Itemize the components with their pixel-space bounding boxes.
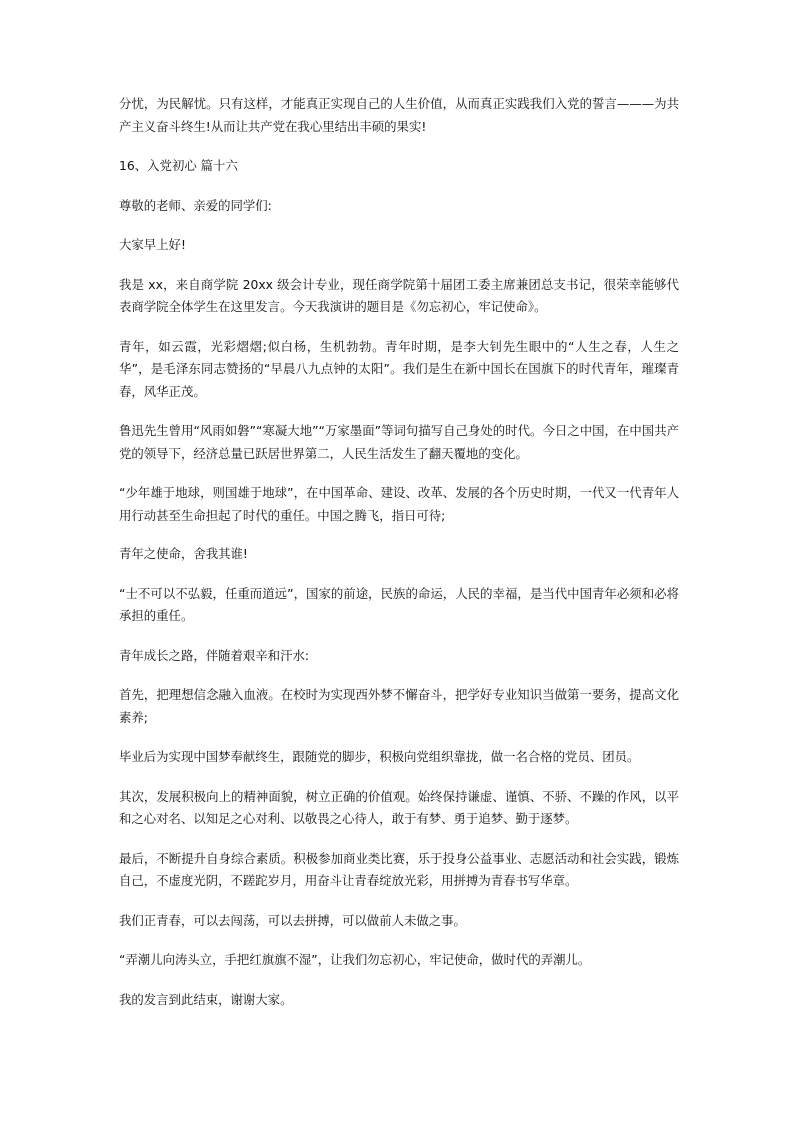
paragraph-responsibility: “士不可以不弘毅，任重而道远”，国家的前途，民族的命运，人民的幸福，是当代中国青年必须和必将承担的重任。: [119, 585, 679, 623]
paragraph-young-nation: “少年雄于地球，则国雄于地球”，在中国革命、建设、改革、发展的各个历史时期，一代又一代青年人用行动甚至生命担起了时代的重任。中国之腾飞，指日可待;: [119, 485, 679, 523]
salutation: 尊敬的老师、亲爱的同学们:: [119, 197, 272, 213]
paragraph-after-graduation: 毕业后为实现中国梦奉献终生，跟随党的脚步，积极向党组织靠拢，做一名合格的党员、团员。: [119, 749, 640, 764]
paragraph-conclusion: 我的发言到此结束，谢谢大家。: [119, 991, 293, 1007]
paragraph-youth: 青年，如云霞，光彩熠熠;似白杨，生机勃勃。青年时期，是李大钊先生眼中的“人生之春，人生之华”，是毛泽东同志赞扬的“早晨八九点钟的太阳”。我们是生在新中国长在国旗下的时代青年，璀璨青春，风华正茂。: [119, 338, 679, 399]
paragraph-closing-continuation: 分忧，为民解忧。只有这样，才能真正实现自己的人生价值，从而真正实践我们入党的誓言———为共产主义奋斗终生!从而让共产党在我心里结出丰硕的果实!: [119, 96, 679, 134]
paragraph-youthful: 我们正青春，可以去闯荡，可以去拼搏，可以做前人未做之事。: [119, 912, 466, 928]
paragraph-luxun: 鲁迅先生曾用“风雨如磐”“寒凝大地”“万家墨面”等词句描写自己身处的时代。今日之中国，在中国共产党的领导下，经济总量已跃居世界第二，人民生活发生了翻天覆地的变化。: [119, 423, 679, 461]
paragraph-trendsetter: “弄潮儿向涛头立，手把红旗旗不湿”，让我们勿忘初心，牢记使命，做时代的弄潮儿。: [119, 952, 591, 967]
paragraph-growth-path: 青年成长之路，伴随着艰辛和汗水:: [119, 647, 310, 663]
paragraph-introduction: 我是 xx，来自商学院 20xx 级会计专业，现任商学院第十届团工委主席兼团总支书记，很荣幸能够代表商学院全体学生在这里发言。今天我演讲的题目是《勿忘初心，牢记使命》。: [119, 276, 679, 314]
section-heading: 16、入党初心 篇十六: [119, 158, 238, 173]
paragraph-finally: 最后，不断提升自身综合素质。积极参加商业类比赛，乐于投身公益事业、志愿活动和社会实践，锻炼自己，不虚度光阴，不蹉跎岁月，用奋斗让青春绽放光彩，用拼搏为青春书写华章。: [119, 850, 679, 888]
document-page: [119, 93, 679, 1011]
paragraph-first: 首先，把理想信念融入血液。在校时为实现西外梦不懈奋斗，把学好专业知识当做第一要务，提高文化素养;: [119, 687, 679, 725]
paragraph-mission: 青年之使命，舍我其谁!: [119, 546, 248, 561]
greeting: 大家早上好!: [119, 237, 186, 252]
paragraph-second: 其次，发展积极向上的精神面貌，树立正确的价值观。始终保持谦虚、谨慎、不骄、不躁的作风，以平和之心对名、以知足之心对利、以敬畏之心待人，敢于有梦、勇于追梦、勤于逐梦。: [119, 788, 679, 826]
